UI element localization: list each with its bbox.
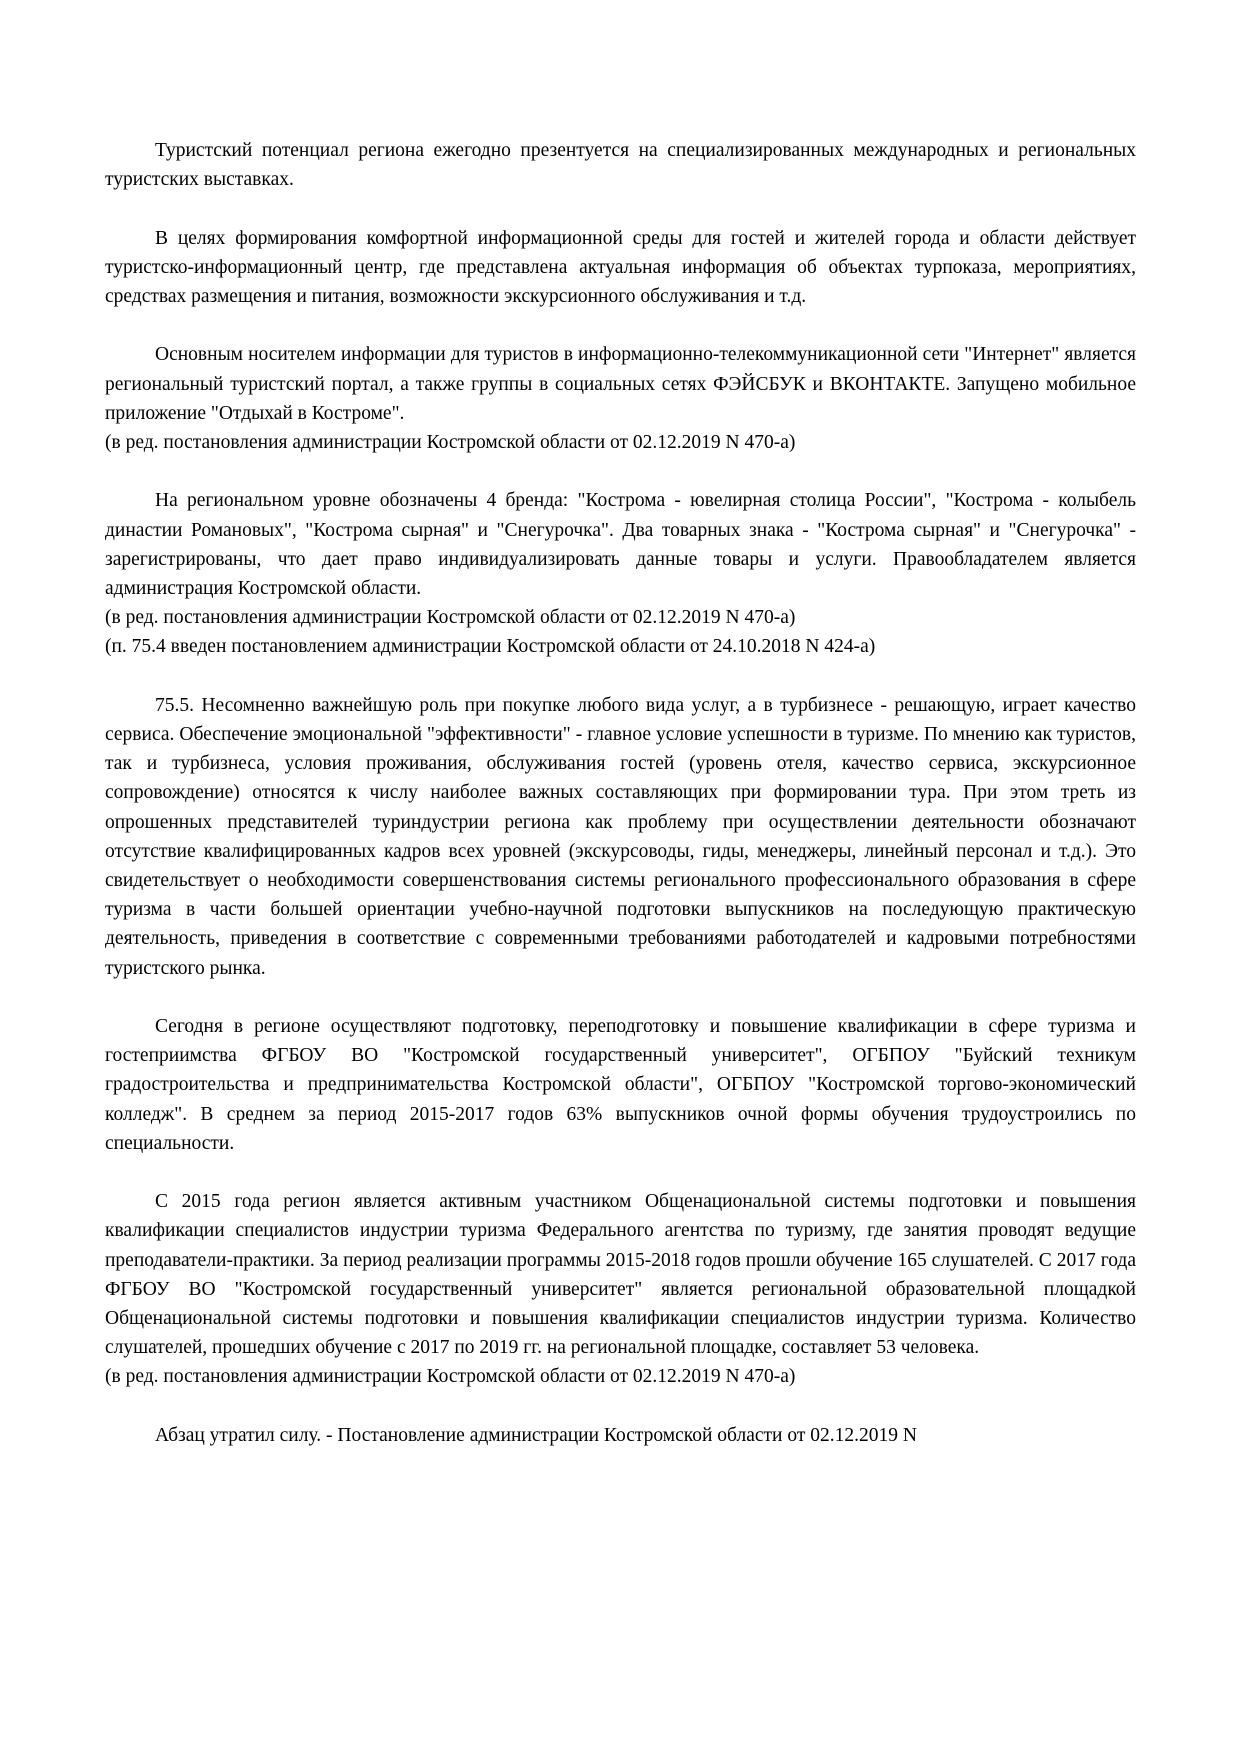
amendment-note: (в ред. постановления администрации Костромской области от 02.12.2019 N 470-а) [105, 607, 796, 629]
paragraph: Сегодня в регионе осуществляют подготовку, переподготовку и повышение квалификации в сфере туризма и гостеприимства ФГБОУ ВО "Костромской государственный университет", ОГБПОУ "Буйский техникум градостроительства и предпринимательства Костромской области", ОГБПОУ "Костромской торгово-экономический колледж". В среднем за период 2015-2017 годов 63% выпускников очной формы обучения трудоустроились по специальности. [105, 1016, 1136, 1154]
amendment-note: (п. 75.4 введен постановлением администрации Костромской области от 24.10.2018 N 424-а) [105, 636, 876, 658]
paragraph: С 2015 года регион является активным участником Общенациональной системы подготовки и повышения квалификации специалистов индустрии туризма Федерального агентства по туризму, где занятия проводят ведущие преподаватели-практики. За период реализации программы 2015-2018 годов прошли обучение 165 слушателей. С 2017 года ФГБОУ ВО "Костромской государственный университет" является региональной образовательной площадкой Общенациональной системы подготовки и повышения квалификации специалистов индустрии туризма. Количество слушателей, прошедших обучение с 2017 по 2019 гг. на региональной площадке, составляет 53 человека. [105, 1191, 1136, 1359]
paragraph: Абзац утратил силу. - Постановление администрации Костромской области от 02.12.2019 N [155, 1424, 917, 1446]
paragraph: В целях формирования комфортной информационной среды для гостей и жителей города и области действует туристско-информационный центр, где представлена актуальная информация об объектах турпоказа, мероприятиях, средствах размещения и питания, возможности экскурсионного обслуживания и т.д. [105, 227, 1136, 307]
paragraph: 75.5. Несомненно важнейшую роль при покупке любого вида услуг, а в турбизнесе - решающую, играет качество сервиса. Обеспечение эмоциональной "эффективности" - главное условие успешности в туризме. По мнению как туристов, так и турбизнеса, условия проживания, обслуживания гостей (уровень отеля, качество сервиса, экскурсионное сопровождение) относятся к числу наиболее важных составляющих при формировании тура. При этом треть из опрошенных представителей туриндустрии региона как проблему при осуществлении деятельности обозначают отсутствие квалифицированных кадров всех уровней (экскурсоводы, гиды, менеджеры, линейный персонал и т.д.). Это свидетельствует о необходимости совершенствования системы регионального профессионального образования в сфере туризма в части большей ориентации учебно-научной подготовки выпускников на последующую практическую деятельность, приведения в соответствие с современными требованиями работодателей и кадровыми потребностями туристского рынка. [105, 694, 1136, 979]
paragraph: Туристский потенциал региона ежегодно презентуется на специализированных международных и региональных туристских выставках. [105, 140, 1136, 191]
amendment-note: (в ред. постановления администрации Костромской области от 02.12.2019 N 470-а) [105, 432, 796, 453]
amendment-note: (в ред. постановления администрации Костромской области от 02.12.2019 N 470-а) [105, 1366, 796, 1388]
paragraph: Основным носителем информации для туристов в информационно-телекоммуникационной сети "Интернет" является региональный туристский портал, а также группы в социальных сетях ФЭЙСБУК и ВКОНТАКТЕ. Запущено мобильное приложение "Отдыхай в Костроме". [105, 344, 1136, 424]
paragraph: На региональном уровне обозначены 4 бренда: "Кострома - ювелирная столица России", "Кострома - колыбель династии Романовых", "Кострома сырная" и "Снегурочка". Два товарных знака - "Кострома сырная" и "Снегурочка" - зарегистрированы, что дает право индивидуализировать данные товары и услуги. Правообладателем является администрация Костромской области. [105, 490, 1136, 599]
